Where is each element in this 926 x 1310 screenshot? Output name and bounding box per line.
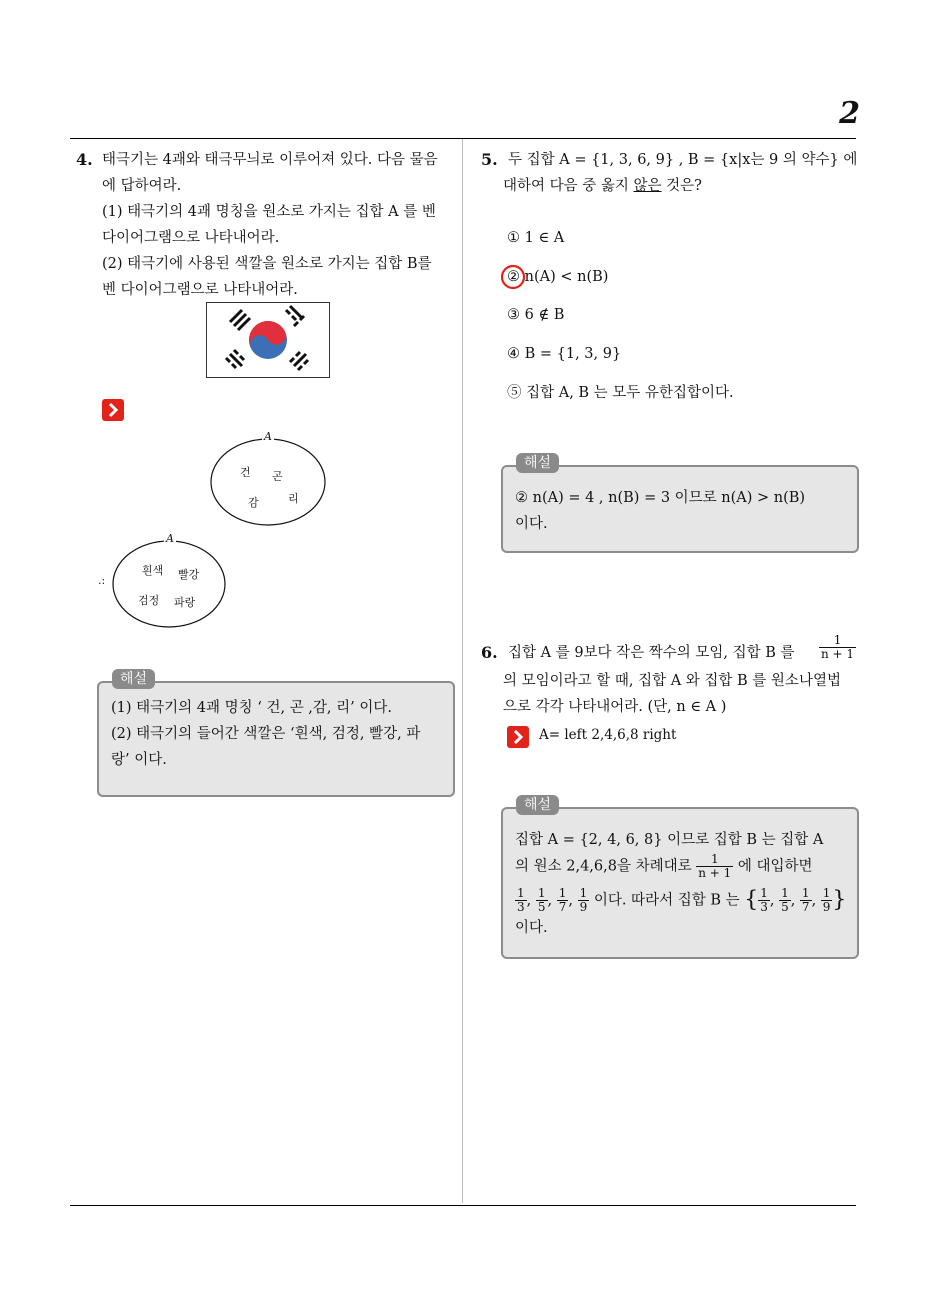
- q4-line: 벤 다이어그램으로 나타내어라.: [102, 282, 298, 298]
- q5-line1: 두 집합 A = {1, 3, 6, 9} , B = {x|x는 9 의 약수} 에: [508, 152, 858, 168]
- q6-fraction: $\frac{1}{n + 1}$: [821, 633, 855, 661]
- q6-line2: 의 모임이라고 할 때, 집합 A 와 집합 B 를 원소나열법: [503, 673, 841, 689]
- q5-option: ② n(A) < n(B): [507, 269, 609, 285]
- answer-arrow-icon: [102, 399, 124, 421]
- explanation-tag: 해설: [112, 669, 155, 689]
- explanation-line: 랑’ 이다.: [111, 752, 167, 768]
- q4-line: (1) 태극기의 4괘 명칭을 원소로 가지는 집합 A 를 벤: [102, 204, 436, 220]
- venn-element: 건: [240, 466, 251, 479]
- q5-line2: 대하여 다음 중 옳지 않은 것은?: [503, 178, 702, 194]
- q4-text: [102, 147, 438, 303]
- q4-number: 4.: [76, 150, 93, 169]
- explanation-line: (1) 태극기의 4괘 명칭 ‘ 건, 곤 ,감, 리’ 이다.: [111, 700, 392, 716]
- page-number: 2: [839, 96, 860, 131]
- venn-element: 검정: [138, 594, 160, 607]
- q5-option: ③ 6 ∉ B: [507, 307, 565, 323]
- explanation-line: 집합 A = {2, 4, 6, 8} 이므로 집합 B 는 집합 A: [515, 832, 824, 848]
- underline-not: 않은: [633, 178, 662, 194]
- q5-explanation-box: [501, 465, 859, 553]
- explanation-fraction: $\frac{1}{n + 1}$: [698, 852, 732, 880]
- q6-answer: A= left 2,4,6,8 right: [539, 727, 677, 743]
- explanation-tag: 해설: [516, 453, 559, 473]
- header-rule: [70, 138, 856, 139]
- q6-number: 6.: [481, 643, 498, 662]
- q5-option: ① 1 ∈ A: [507, 230, 565, 246]
- footer-rule: [70, 1205, 856, 1206]
- venn-set-label: A: [166, 532, 174, 545]
- explanation-line: 의 원소 2,4,6,8을 차례대로 $\frac{1}{n + 1}$ 에 대입하면: [515, 852, 813, 880]
- explanation-line: ② n(A) = 4 , n(B) = 3 이므로 n(A) > n(B): [515, 490, 806, 506]
- venn-element: 리: [288, 492, 299, 505]
- venn-prefix: .:: [98, 574, 106, 587]
- answer-arrow-icon: [507, 726, 529, 748]
- q5-number: 5.: [481, 150, 498, 169]
- venn-ellipse: [112, 540, 226, 628]
- venn-set-label: A: [264, 430, 272, 443]
- column-divider: [462, 139, 463, 1203]
- explanation-line: $\frac{1}{3}$ , $\frac{1}{5}$ , $\frac{1}{7}$ , $\frac{1}{9}$ 이다. 따라서 집합 B 는 { $\frac{1}{3}$ , $\frac{1}{5}$ , $\frac{1}{7}$ , $\frac{1}{9}$ }: [517, 886, 847, 914]
- q4-line: (2) 태극기에 사용된 색깔을 원소로 가지는 집합 B를: [102, 256, 432, 272]
- answer-circle-mark: [500, 264, 526, 290]
- q4-explanation-box: [97, 681, 455, 797]
- venn-element: 흰색: [142, 564, 164, 577]
- q4-line: 다이어그램으로 나타내어라.: [102, 230, 280, 246]
- venn-diagram-2: [112, 532, 226, 628]
- venn-element: 감: [248, 496, 259, 509]
- venn-element: 곤: [272, 470, 283, 483]
- explanation-tag: 해설: [516, 795, 559, 815]
- q4-line: 에 답하여라.: [102, 178, 182, 194]
- q4-line: 태극기는 4괘와 태극무늬로 이루어져 있다. 다음 물음: [102, 152, 438, 168]
- venn-element: 빨강: [178, 568, 200, 581]
- q6-line1: 집합 A 를 9보다 작은 짝수의 모임, 집합 B 를: [508, 645, 795, 661]
- venn-diagram-1: [210, 430, 326, 526]
- q5-option: ④ B = {1, 3, 9}: [507, 346, 622, 362]
- venn-ellipse: [210, 438, 326, 526]
- korean-flag-image: [206, 302, 330, 378]
- q5-option: ⑤ 집합 A, B 는 모두 유한집합이다.: [507, 385, 734, 401]
- venn-element: 파랑: [174, 596, 196, 609]
- explanation-line: (2) 태극기의 들어간 색깔은 ‘흰색, 검정, 빨강, 파: [111, 726, 421, 742]
- explanation-line: 이다.: [515, 920, 548, 936]
- q6-line3: 으로 각각 나타내어라. (단, n ∈ A ): [503, 699, 727, 715]
- q6-explanation-box: [501, 807, 859, 959]
- explanation-line: 이다.: [515, 516, 548, 532]
